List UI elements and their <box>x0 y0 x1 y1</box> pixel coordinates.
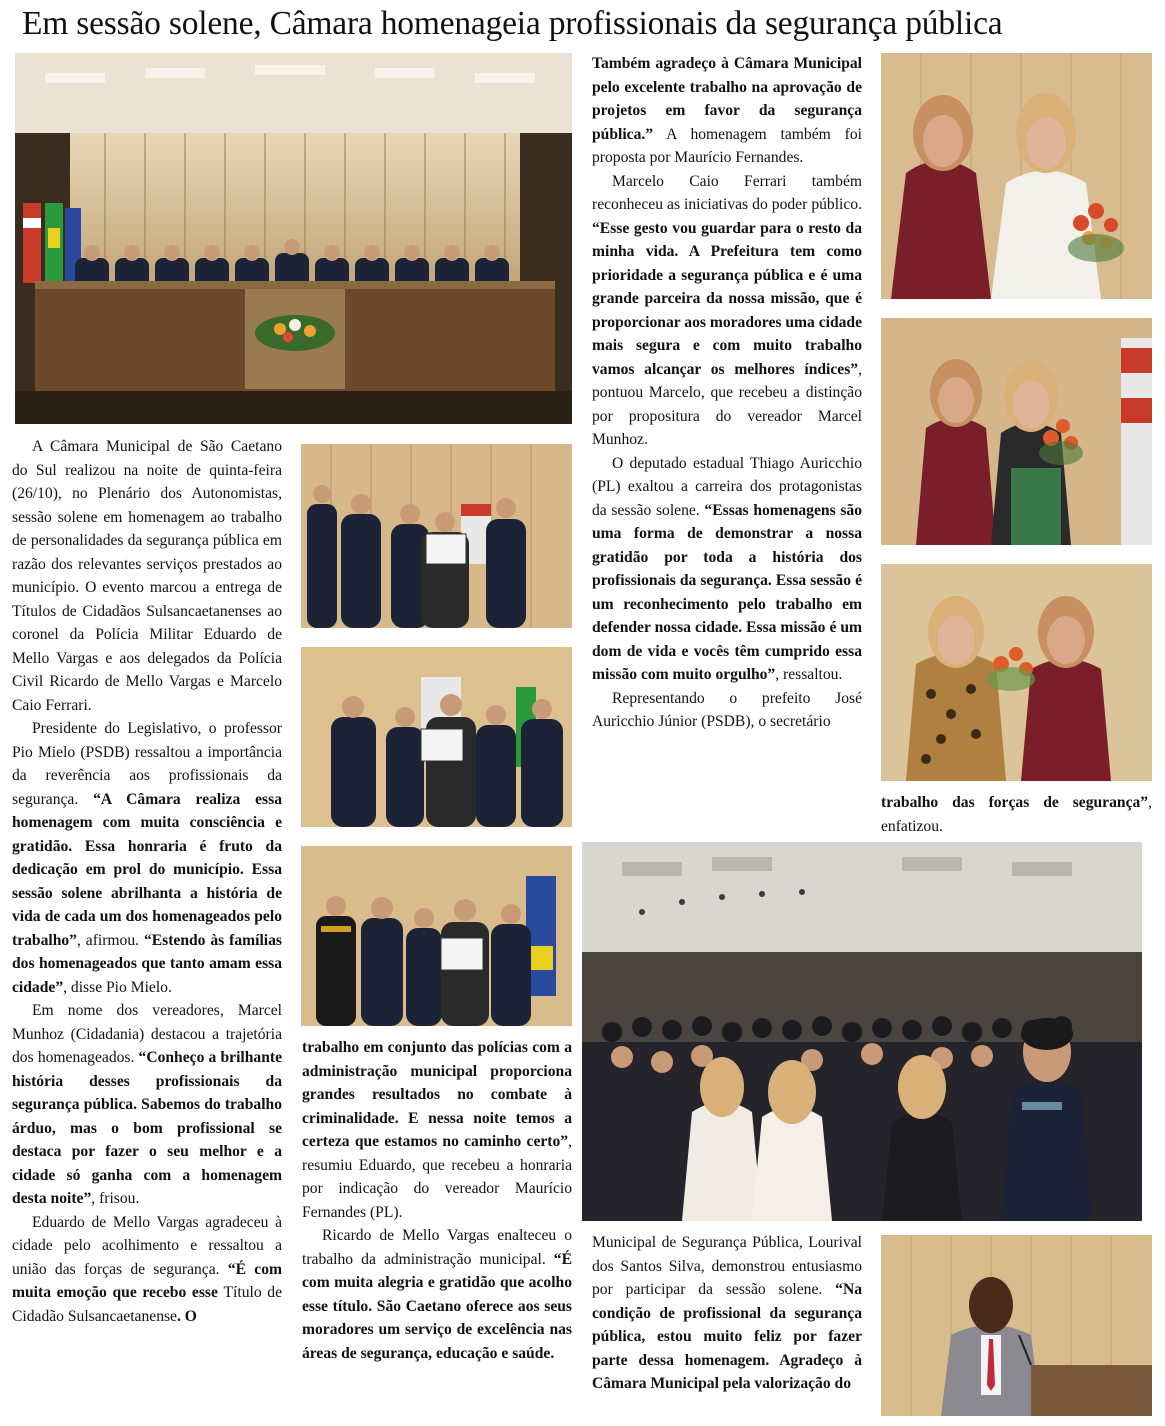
paragraph: O deputado estadual Thiago Auricchio (PL) exaltou a carreira dos protagonistas da sessão solene. “Essas homenagens são uma forma de demonstrar a nossa gratidão por toda a história dos profissionais da segurança. Essa sessão é um reconhecimento pelo trabalho em defender nossa cidade. Essa missão é um dom de vida e vocês têm cumprido essa missão com muito orgulho”, ressaltou. <box>592 454 863 683</box>
article-column-3-continued <box>592 1231 862 1396</box>
women-with-flowers-icon <box>881 564 1152 781</box>
paragraph: Em nome dos vereadores, Marcel Munhoz (Cidadania) destacou a trajetória dos homenageados. “Conheço a brilhante história desses profissionais da segurança pública. Sabemos do trabalho árduo, mas o bom profissional se destaca por fazer o seu melhor e a cidade só ganha com a homenagem desta noite”, frisou. <box>12 1002 282 1207</box>
article-column-3 <box>592 52 862 734</box>
paragraph: Ricardo de Mello Vargas enalteceu o trabalho da administração municipal. “É com muita alegria e gratidão que acolho esse título. São Caetano oferece aos seus moradores um serviço de excelência nas áreas de segurança, educação e saúde. <box>302 1227 572 1362</box>
audience-standing-icon <box>582 842 1142 1221</box>
article-column-1 <box>12 435 282 1328</box>
photo-award-1 <box>301 444 572 628</box>
photo-women-flowers-2 <box>881 318 1152 545</box>
paragraph: Representando o prefeito José Auricchio Júnior (PSDB), o secretário <box>592 689 862 730</box>
speaker-at-podium-icon <box>881 1235 1152 1416</box>
article-column-2 <box>302 1036 572 1365</box>
paragraph: Municipal de Segurança Pública, Lourival dos Santos Silva, demonstrou entusiasmo por participar da sessão solene. “Na condição de profissional da segurança pública, estou muito feliz por fazer parte dessa homenagem. Agradeço à Câmara Municipal pela valorização do <box>592 1234 862 1392</box>
paragraph: trabalho em conjunto das polícias com a administração municipal proporciona grandes resultados no combate à criminalidade. E nessa noite temos a certeza que estamos no caminho certo”, resumiu Eduardo, que recebeu a honraria por indicação do vereador Maurício Fernandes (PL). <box>302 1039 572 1221</box>
photo-speaker <box>881 1235 1152 1416</box>
award-ceremony-icon <box>301 647 572 827</box>
women-with-flowers-icon <box>881 318 1152 545</box>
award-ceremony-icon <box>301 444 572 628</box>
headline: Em sessão solene, Câmara homenageia profissionais da segurança pública <box>22 5 1003 42</box>
paragraph: Marcelo Caio Ferrari também reconheceu as iniciativas do poder público. “Esse gesto vou guardar para o resto da minha vida. A Prefeitura tem como prioridade a segurança pública e é uma grande parceira da nossa missão, que é proporcionar aos moradores uma cidade mais segura e com muito trabalho vamos alcançar os melhores índices”, pontuou Marcelo, que recebeu a distinção por propositura do vereador Marcel Munhoz. <box>592 172 863 448</box>
photo-women-flowers-1 <box>881 53 1152 299</box>
paragraph: A Câmara Municipal de São Caetano do Sul realizou na noite de quinta-feira (26/10), no Plenário dos Autonomistas, sessão solene em homenagem ao trabalho de personalidades da segurança pública em razão dos relevantes serviços prestados ao município. O evento marcou a entrega de Títulos de Cidadãos Sulsancaetanenses ao coronel da Polícia Militar Eduardo de Mello Vargas e aos delegados da Polícia Civil Ricardo de Mello Vargas e Marcelo Caio Ferrari. <box>12 438 282 714</box>
paragraph: Também agradeço à Câmara Municipal pelo excelente trabalho na aprovação de projetos em favor da segurança pública.” A homenagem também foi proposta por Maurício Fernandes. <box>592 55 862 166</box>
photo-women-flowers-3 <box>881 564 1152 781</box>
paragraph: Eduardo de Mello Vargas agradeceu à cidade pelo acolhimento e ressaltou a união das forças de segurança. “É com muita emoção que recebo esse Título de Cidadão Sulsancaetanense. O <box>12 1213 282 1325</box>
article-column-4 <box>881 791 1152 838</box>
photo-audience <box>582 842 1142 1221</box>
photo-award-2 <box>301 647 572 827</box>
photo-award-3 <box>301 846 572 1026</box>
photo-plenary-session <box>15 53 572 424</box>
women-with-flowers-icon <box>881 53 1152 299</box>
award-ceremony-icon <box>301 846 572 1026</box>
paragraph: trabalho das forças de segurança”, enfatizou. <box>881 794 1152 835</box>
paragraph: Presidente do Legislativo, o professor Pio Mielo (PSDB) ressaltou a importância da reverência aos profissionais da segurança. “A Câmara realiza essa homenagem com muita consciência e gratidão. Essa honraria é fruto da dedicação em prol do município. Essa sessão solene abrilhanta a história de vida de cada um dos homenageados pelo trabalho”, afirmou. “Estendo às famílias dos homenageados que tanto amam essa cidade”, disse Pio Mielo. <box>12 720 282 996</box>
plenary-session-table-icon <box>15 53 572 424</box>
